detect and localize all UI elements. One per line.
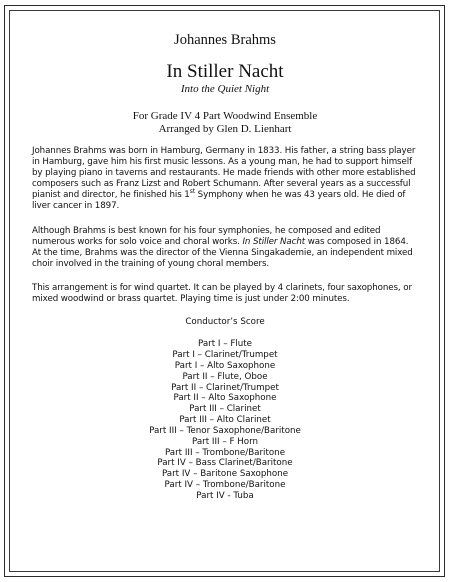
bio-paragraph-2 [32,226,418,270]
part-item: Part IV - Tuba [196,490,254,501]
piece-subtitle: Into the Quiet Night [180,83,270,95]
bio-p2-text-end: was composed in 1864. At the time, Brahms was the director of the Vienna Singakademie, an independent mixed choir involved in the training of young choral members. [32,236,413,269]
part-item: Part III – Clarinet [189,404,261,415]
part-item: Part II – Clarinet/Trumpet [171,382,279,393]
part-item: Part I – Alto Saxophone [174,360,276,371]
part-item: Part II – Alto Saxophone [173,393,277,404]
parts-list [32,339,418,502]
instrumentation-line: For Grade IV 4 Part Woodwind Ensemble [132,110,318,122]
piece-title: In Stiller Nacht [166,61,284,82]
ordinal-superscript: st [189,188,195,196]
page-content [32,32,418,502]
part-item: Part III – F Horn [192,436,258,447]
composer-name: Johannes Brahms [174,32,276,48]
bio-paragraph-1 [32,146,418,213]
part-item: Part III – Tenor Saxophone/Baritone [149,425,301,436]
arrangement-paragraph: This arrangement is for wind quartet. It can be played by 4 clarinets, four saxophones, or mixed woodwind or brass quartet. Playing time is just under 2:00 minutes. [32,282,412,305]
part-item: Part I – Clarinet/Trumpet [172,349,278,360]
part-item: Part III – Trombone/Baritone [164,447,286,458]
bio-p2-text: Although Brahms is best known for his four symphonies, he composed and edited numerous works for solo voice and choral works. [32,225,381,247]
part-item: Part IV – Trombone/Baritone [164,480,286,491]
part-item: Part IV – Bass Clarinet/Baritone [157,458,293,469]
part-item: Part III – Alto Clarinet [179,415,271,426]
part-item: Part I – Flute [197,339,252,350]
score-heading: Conductor’s Score [185,317,265,328]
part-item: Part II – Flute, Oboe [182,371,268,382]
part-item: Part IV – Baritone Saxophone [161,469,289,480]
piece-title-inline: In Stiller Nacht [242,236,306,247]
bio-p1-text: Johannes Brahms was born in Hamburg, Germany in 1833. His father, a string bass player in Hamburg, gave him his first music lessons. As a young man, he had to support himself by playing piano in taverns and restaurants. He made friends with other more established composers such as Franz Lizst and Robert Schumann. After several years as a successful pianist and director, he finished his 1 [32,146,416,201]
arranger-line: Arranged by Glen D. Lienhart [158,123,292,135]
bio-p1-text-end: Symphony when he was 43 years old. He died of liver cancer in 1897. [32,190,406,212]
